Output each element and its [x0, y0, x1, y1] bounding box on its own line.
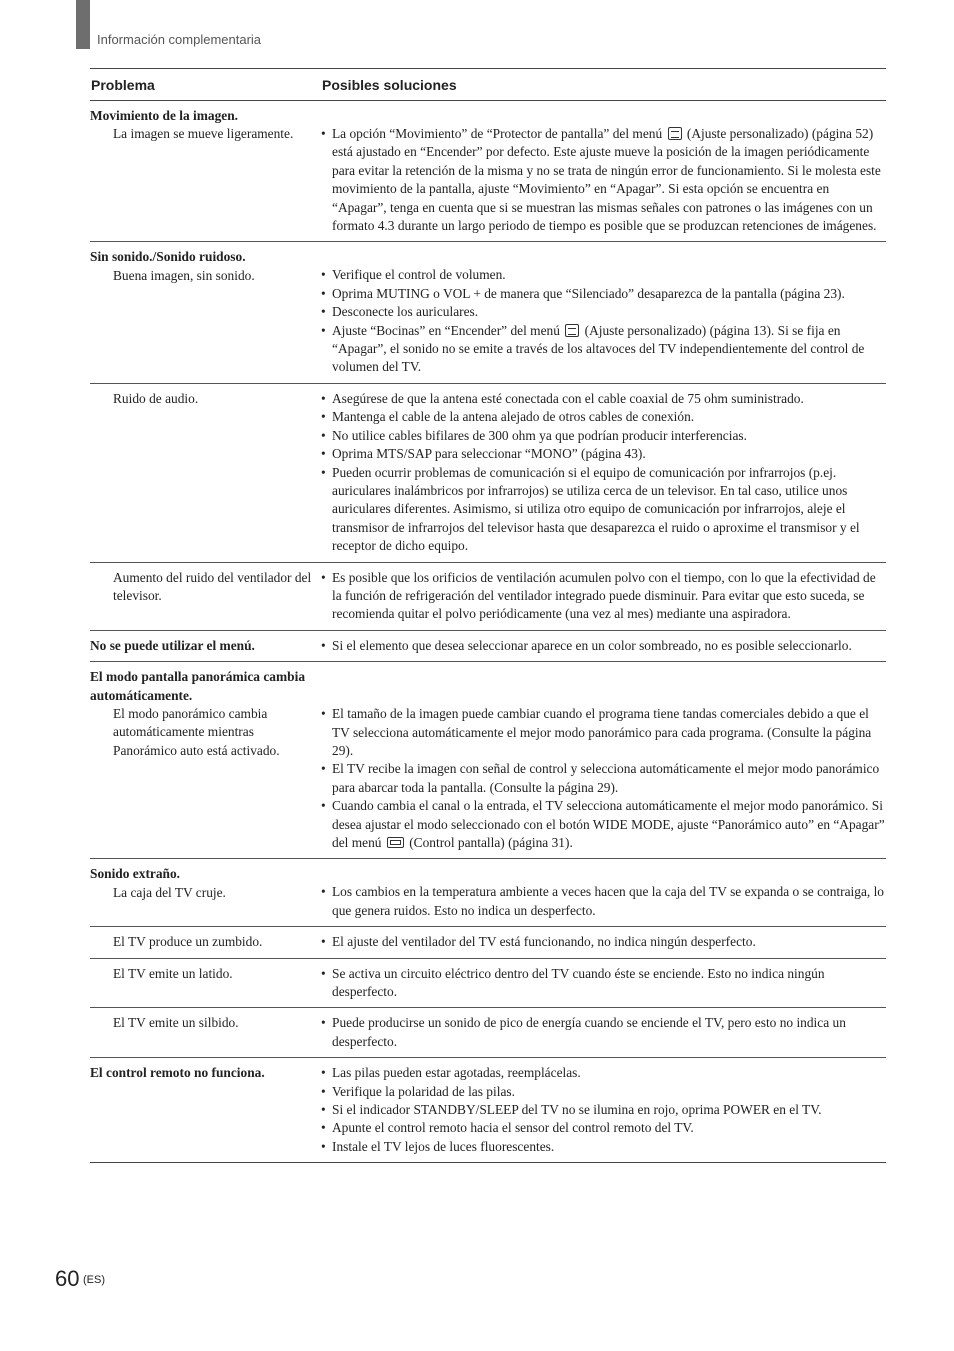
problem-cell	[90, 662, 321, 858]
problem-cell	[90, 631, 321, 661]
problem-title: Sonido extraño.	[90, 866, 181, 882]
solution-item: • Es posible que los orificios de ventilación acumulen polvo con el tiempo, con lo que la efectividad de la función de refrigeración del ventilador integrado puede disminuir. Para evitar que esto suceda, se recomienda quitar el polvo periódicamente (una vez al mes) mediante una aspiradora.	[321, 569, 886, 624]
solutions-cell	[321, 1058, 886, 1162]
solutions-cell	[321, 1008, 886, 1057]
troubleshooting-table	[90, 68, 886, 1163]
problem-description: El modo panorámico cambia automáticamente mientras Panorámico auto está activado.	[113, 705, 280, 758]
table-row	[90, 1058, 886, 1163]
solution-item: • Instale el TV lejos de luces fluorescentes.	[321, 1138, 886, 1156]
problem-cell	[90, 1008, 321, 1057]
solution-item: • Verifique el control de volumen.	[321, 266, 886, 284]
problem-description: La caja del TV cruje.	[113, 884, 226, 900]
table-header	[90, 69, 886, 101]
solution-item: • Se activa un circuito eléctrico dentro del TV cuando éste se enciende. Esto no indica ningún desperfecto.	[321, 965, 886, 1002]
problem-cell	[90, 1058, 321, 1162]
problem-description: Ruido de audio.	[113, 390, 199, 406]
problem-description: El TV produce un zumbido.	[113, 934, 263, 950]
solution-item: • El TV recibe la imagen con señal de control y selecciona automáticamente el mejor modo panorámico para abarcar toda la pantalla. (Consulte la página 29).	[321, 760, 886, 797]
problem-cell	[90, 959, 321, 1008]
solution-item: • Mantenga el cable de la antena alejado de otros cables de conexión.	[321, 408, 886, 426]
problem-title: Sin sonido./Sonido ruidoso.	[90, 249, 246, 265]
custom-settings-menu-icon	[565, 324, 579, 337]
table-row	[90, 1008, 886, 1058]
table-row	[90, 631, 886, 662]
solution-item: • Asegúrese de que la antena esté conectada con el cable coaxial de 75 ohm suministrado.	[321, 390, 886, 408]
solution-item: • El ajuste del ventilador del TV está funcionando, no indica ningún desperfecto.	[321, 933, 886, 951]
problem-title: El control remoto no funciona.	[90, 1065, 265, 1081]
solution-item: • Los cambios en la temperatura ambiente a veces hacen que la caja del TV se expanda o se contraiga, lo que genera ruidos. Esto no indica un desperfecto.	[321, 883, 886, 920]
problem-cell	[90, 101, 321, 241]
page-language: (ES)	[83, 1274, 105, 1286]
solutions-cell	[321, 662, 886, 858]
table-row	[90, 563, 886, 631]
solutions-cell	[321, 631, 886, 661]
solution-item: • No utilice cables bifilares de 300 ohm ya que podrían producir interferencias.	[321, 427, 886, 445]
problem-cell	[90, 563, 321, 630]
section-title: Información complementaria	[97, 32, 262, 47]
solutions-cell	[321, 563, 886, 630]
solutions-cell	[321, 384, 886, 562]
solution-item: • Las pilas pueden estar agotadas, reemplácelas.	[321, 1064, 886, 1082]
solutions-cell	[321, 101, 886, 241]
solutions-cell	[321, 242, 886, 382]
custom-settings-menu-icon	[668, 127, 682, 140]
problem-cell	[90, 927, 321, 957]
solutions-cell	[321, 959, 886, 1008]
table-row	[90, 242, 886, 383]
table-row	[90, 959, 886, 1009]
screen-control-menu-icon	[387, 837, 404, 848]
problem-description: Buena imagen, sin sonido.	[113, 267, 255, 283]
solutions-cell	[321, 859, 886, 926]
problem-cell	[90, 384, 321, 562]
table-row	[90, 384, 886, 563]
problem-title: El modo pantalla panorámica cambia automáticamente.	[90, 669, 306, 703]
column-header-problem: Problema	[91, 76, 155, 93]
solution-item: • Pueden ocurrir problemas de comunicación si el equipo de comunicación por infrarrojos (p.ej. auriculares inalámbricos por infrarrojos) se utiliza cerca de un televisor. En tal caso, utilice unos auriculares diferentes. Asimismo, si utiliza otro equipo de comunicación por infrarrojos, aleje el transmisor de infrarrojos del televisor hasta que desaparezca el ruido o aproxime el transmisor y el receptor de dicho equipo.	[321, 464, 886, 556]
solution-item: • Apunte el control remoto hacia el sensor del control remoto del TV.	[321, 1119, 886, 1137]
solution-item: • Ajuste “Bocinas” en “Encender” del menú (Ajuste personalizado) (página 13). Si se fija en “Apagar”, el sonido no se emite a través de los altavoces del TV independientemente del control de volumen del TV.	[321, 322, 886, 377]
table-row	[90, 662, 886, 859]
problem-description: Aumento del ruido del ventilador del televisor.	[113, 569, 312, 603]
problem-description: La imagen se mueve ligeramente.	[113, 126, 294, 142]
problem-cell	[90, 242, 321, 382]
column-header-solutions: Posibles soluciones	[322, 76, 457, 93]
solution-item: • Si el elemento que desea seleccionar aparece en un color sombreado, no es posible seleccionarlo.	[321, 637, 886, 655]
solution-item: • Puede producirse un sonido de pico de energía cuando se enciende el TV, pero esto no indica un desperfecto.	[321, 1014, 886, 1051]
table-row	[90, 101, 886, 242]
page-number: 60	[55, 1266, 80, 1291]
table-row	[90, 859, 886, 927]
table-row	[90, 927, 886, 958]
problem-title: Movimiento de la imagen.	[90, 108, 239, 123]
solution-item: • La opción “Movimiento” de “Protector de pantalla” del menú (Ajuste personalizado) (página 52) está ajustado en “Encender” por defecto. Este ajuste mueve la posición de la imagen periódicamente para evitar la retención de la misma y no se trata de ningún error de funcionamiento. Si le molesta este movimiento de la pantalla, ajuste “Movimiento” en “Apagar”. Si esta opción se encuentra en “Apagar”, tenga en cuenta que si se muestran las mismas señales con patrones o las imágenes con un formato 4.3 durante un largo periodo de tiempo es posible que se produzcan retenciones de imágenes.	[321, 125, 886, 235]
solution-item: • Si el indicador STANDBY/SLEEP del TV no se ilumina en rojo, oprima POWER en el TV.	[321, 1101, 886, 1119]
solution-item: • Oprima MTS/SAP para seleccionar “MONO” (página 43).	[321, 445, 886, 463]
problem-description: El TV emite un silbido.	[113, 1015, 239, 1031]
solution-item: • El tamaño de la imagen puede cambiar cuando el programa tiene tandas comerciales debido a que el TV selecciona automáticamente el mejor modo panorámico para cada programa. (Consulte la página 29).	[321, 705, 886, 760]
solution-item: • Oprima MUTING o VOL + de manera que “Silenciado” desaparezca de la pantalla (página 23).	[321, 285, 886, 303]
problem-description: El TV emite un latido.	[113, 965, 233, 981]
solution-item: • Desconecte los auriculares.	[321, 303, 886, 321]
solution-item: • Cuando cambia el canal o la entrada, el TV selecciona automáticamente el mejor modo panorámico. Si desea ajustar el modo seleccionado con el botón WIDE MODE, ajuste “Panorámico auto” en “Apagar” del menú (Control pantalla) (página 31).	[321, 797, 886, 852]
problem-cell	[90, 859, 321, 926]
problem-title: No se puede utilizar el menú.	[90, 637, 255, 653]
section-marker-bar	[76, 0, 90, 49]
solution-item: • Verifique la polaridad de las pilas.	[321, 1083, 886, 1101]
solutions-cell	[321, 927, 886, 957]
